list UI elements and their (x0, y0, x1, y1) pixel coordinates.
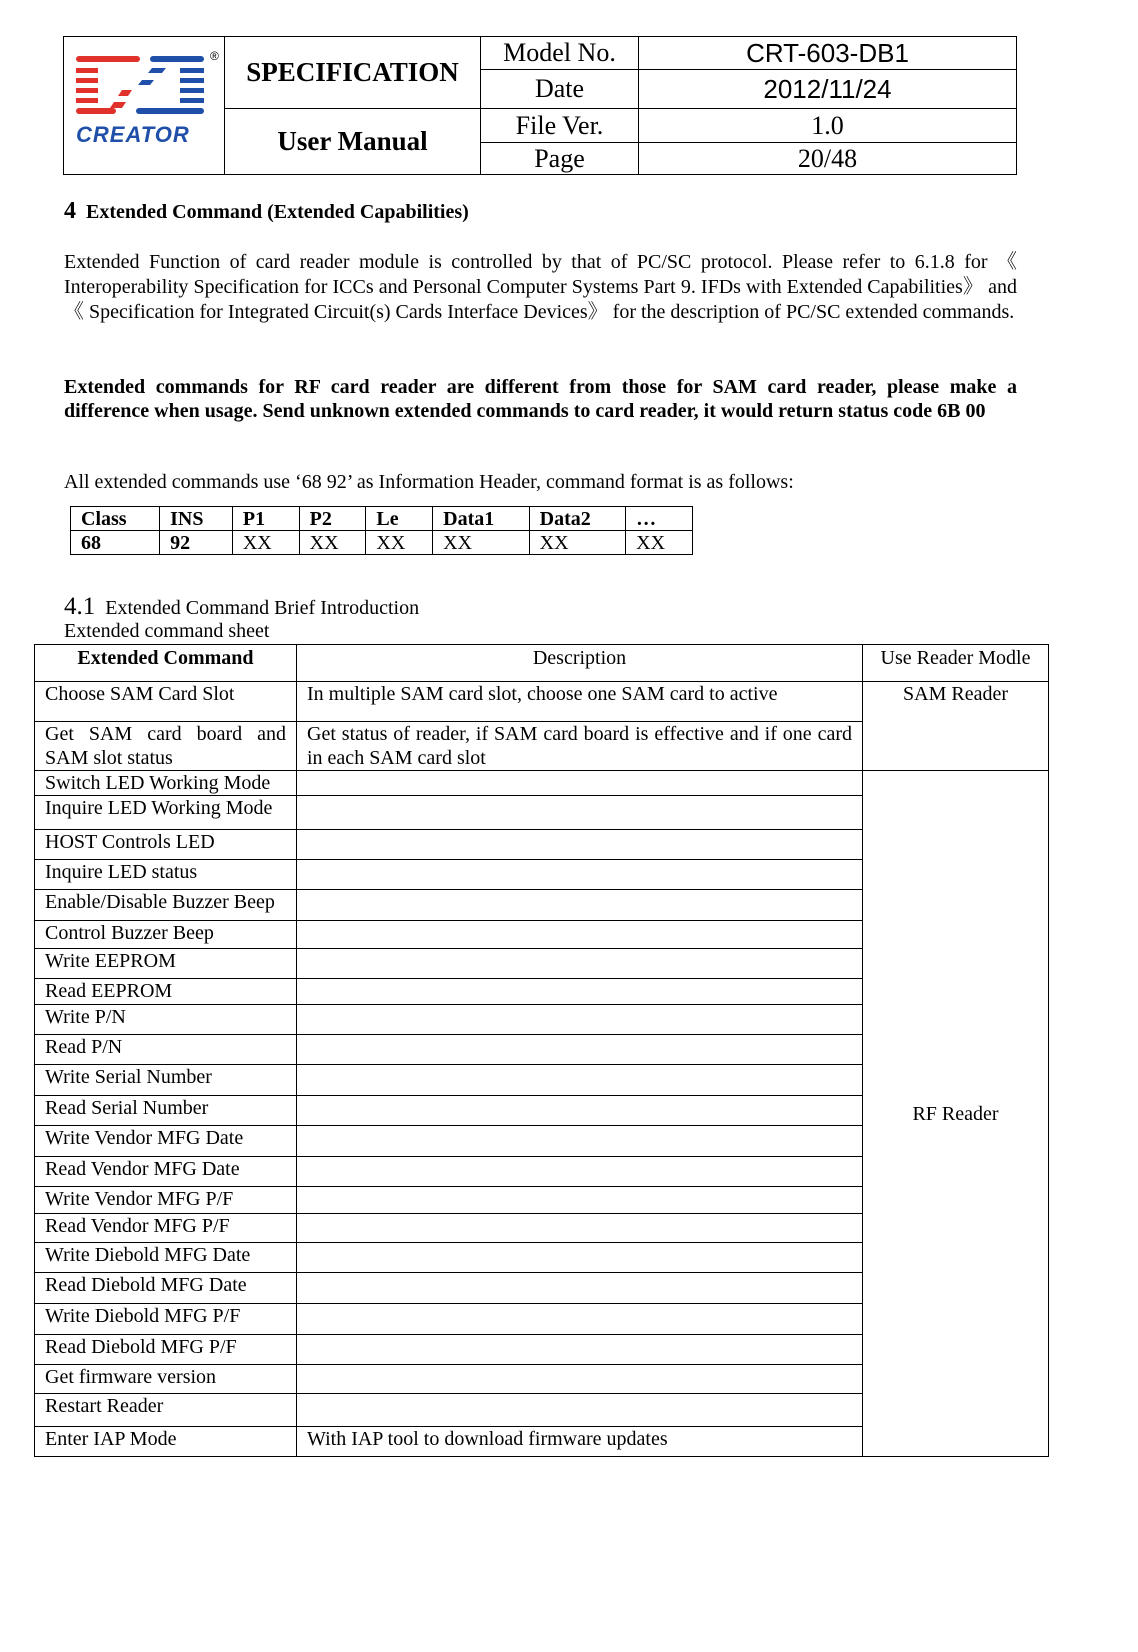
subsection-title: Extended Command Brief Introduction (105, 597, 420, 619)
format-header: Data1 (433, 507, 530, 531)
command-description: In multiple SAM card slot, choose one SAM card to active (297, 682, 863, 722)
format-header: Data2 (529, 507, 626, 531)
command-description: Get status of reader, if SAM card board is effective and if one card in each SAM card slot (297, 722, 863, 771)
page-label: Page (481, 143, 639, 175)
page-value: 20/48 (639, 143, 1017, 175)
command-name: Control Buzzer Beep (35, 921, 297, 949)
command-name: Choose SAM Card Slot (35, 682, 297, 722)
command-name: Read Diebold MFG P/F (35, 1335, 297, 1365)
format-value: 68 (71, 531, 160, 555)
command-description (297, 979, 863, 1005)
command-name: HOST Controls LED (35, 830, 297, 860)
command-name: Write Serial Number (35, 1065, 297, 1096)
model-label: Model No. (481, 37, 639, 70)
svg-text:CREATOR: CREATOR (76, 122, 190, 147)
warning-paragraph: Extended commands for RF card reader are different from those for SAM card reader, please make a difference when usage. Send unknown extended commands to card reader, it would return status code 6B 00 (64, 376, 1017, 422)
table-row (35, 682, 1049, 722)
manual-title: User Manual (225, 109, 481, 175)
format-header: … (626, 507, 693, 531)
format-header: INS (160, 507, 233, 531)
format-value: XX (366, 531, 433, 555)
command-description (297, 890, 863, 921)
model-value: CRT-603-DB1 (639, 37, 1017, 70)
command-name: Inquire LED Working Mode (35, 796, 297, 830)
format-value: 92 (160, 531, 233, 555)
format-header: P1 (232, 507, 299, 531)
format-paragraph: All extended commands use ‘68 92’ as Information Header, command format is as follows: (64, 471, 794, 493)
subsection-heading (64, 593, 419, 621)
format-header: Le (366, 507, 433, 531)
section-title: Extended Command (Extended Capabilities) (86, 201, 469, 223)
command-name: Get firmware version (35, 1365, 297, 1394)
command-name: Write Diebold MFG Date (35, 1243, 297, 1273)
command-name: Restart Reader (35, 1394, 297, 1427)
command-description (297, 1035, 863, 1065)
command-description (297, 860, 863, 890)
command-description (297, 1273, 863, 1304)
header-table (63, 36, 1017, 175)
command-table (34, 644, 1049, 1457)
command-name: Read P/N (35, 1035, 297, 1065)
table-row (35, 771, 1049, 796)
command-description (297, 1126, 863, 1157)
col-header-description: Description (297, 645, 863, 682)
format-value: XX (433, 531, 530, 555)
date-value: 2012/11/24 (639, 70, 1017, 109)
command-description (297, 1243, 863, 1273)
command-name: Read Vendor MFG Date (35, 1157, 297, 1187)
command-name: Inquire LED status (35, 860, 297, 890)
intro-paragraph: Extended Function of card reader module is controlled by that of PC/SC protocol. Please refer to 6.1.8 for 《 Interoperability Specification for ICCs and Personal Computer Systems Part 9. IFDs with Extended Capabilities》 and《 Specification for Integrated Circuit(s) Cards Interface Devices》 for the description of PC/SC extended commands. (64, 251, 1017, 323)
section-number: 4 (64, 198, 76, 224)
subsection-number: 4.1 (64, 593, 96, 620)
format-table (70, 506, 693, 555)
spec-title: SPECIFICATION (225, 37, 481, 109)
command-name: Write Vendor MFG Date (35, 1126, 297, 1157)
svg-text:®: ® (210, 49, 219, 63)
command-description (297, 830, 863, 860)
section-heading (64, 198, 469, 225)
command-name: Read EEPROM (35, 979, 297, 1005)
command-description (297, 921, 863, 949)
command-description (297, 1394, 863, 1427)
command-name: Read Serial Number (35, 1096, 297, 1126)
format-header: Class (71, 507, 160, 531)
command-name: Write Vendor MFG P/F (35, 1187, 297, 1214)
table-caption: Extended command sheet (64, 620, 270, 642)
command-name: Write Diebold MFG P/F (35, 1304, 297, 1335)
command-name: Write P/N (35, 1005, 297, 1035)
reader-rf: RF Reader (863, 771, 1049, 1457)
command-name: Enter IAP Mode (35, 1427, 297, 1457)
format-value: XX (626, 531, 693, 555)
command-description (297, 1304, 863, 1335)
command-description (297, 1214, 863, 1243)
command-description (297, 1096, 863, 1126)
format-value: XX (529, 531, 626, 555)
command-description (297, 949, 863, 979)
command-description (297, 771, 863, 796)
creator-logo-icon (74, 49, 219, 152)
col-header-command: Extended Command (35, 645, 297, 682)
command-name: Get SAM card board and SAM slot status (35, 722, 297, 771)
command-name: Enable/Disable Buzzer Beep (35, 890, 297, 921)
col-header-reader: Use Reader Modle (863, 645, 1049, 682)
command-name: Write EEPROM (35, 949, 297, 979)
format-value: XX (299, 531, 366, 555)
format-header: P2 (299, 507, 366, 531)
ver-label: File Ver. (481, 109, 639, 143)
logo (64, 37, 225, 175)
command-description (297, 1187, 863, 1214)
format-value: XX (232, 531, 299, 555)
command-description (297, 1365, 863, 1394)
command-name: Switch LED Working Mode (35, 771, 297, 796)
command-name: Read Diebold MFG Date (35, 1273, 297, 1304)
ver-value: 1.0 (639, 109, 1017, 143)
command-description (297, 1157, 863, 1187)
command-description: With IAP tool to download firmware updates (297, 1427, 863, 1457)
command-description (297, 796, 863, 830)
command-name: Read Vendor MFG P/F (35, 1214, 297, 1243)
command-description (297, 1005, 863, 1035)
command-description (297, 1065, 863, 1096)
command-description (297, 1335, 863, 1365)
date-label: Date (481, 70, 639, 109)
reader-sam: SAM Reader (863, 682, 1049, 771)
